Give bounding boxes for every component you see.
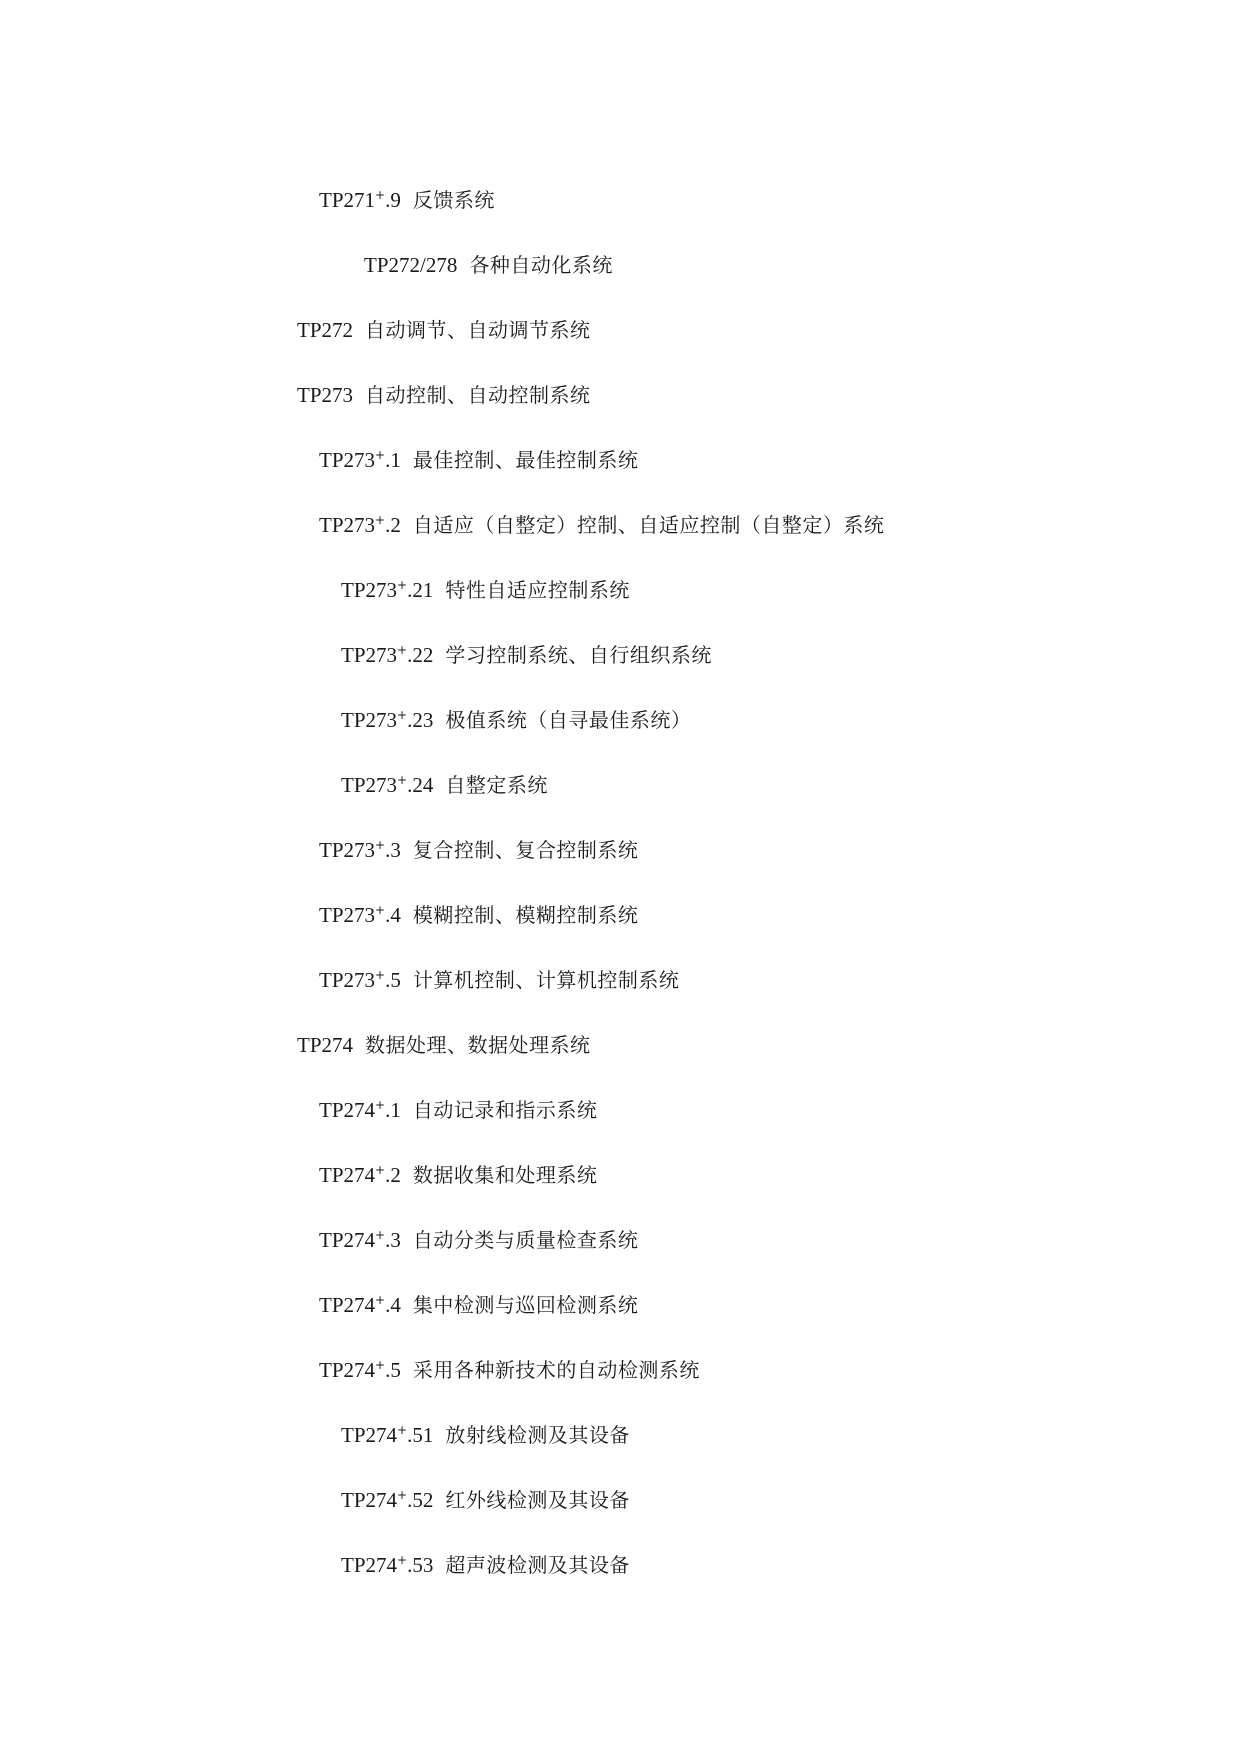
- entry-superscript: +: [375, 968, 386, 982]
- entry-suffix: .21: [407, 578, 434, 602]
- entry-superscript: +: [375, 513, 386, 527]
- entry-label: 极值系统（自寻最佳系统）: [445, 708, 692, 732]
- entry-suffix: .3: [385, 1228, 401, 1252]
- entry-code: TP274: [341, 1488, 398, 1512]
- entry-superscript: +: [375, 1358, 386, 1372]
- entry-label: 计算机控制、计算机控制系统: [412, 968, 680, 992]
- entry-code: TP274: [319, 1293, 376, 1317]
- entry-suffix: .24: [407, 773, 434, 797]
- entry-code: TP273: [341, 643, 398, 667]
- classification-entry: [319, 1227, 638, 1253]
- entry-code: TP273: [297, 383, 354, 407]
- entry-suffix: .1: [385, 448, 401, 472]
- entry-code: TP274: [341, 1553, 398, 1577]
- entry-suffix: .4: [385, 1293, 401, 1317]
- entry-code: TP273: [341, 773, 398, 797]
- classification-entry: [341, 707, 691, 733]
- classification-entry: [341, 642, 712, 668]
- entry-label: 红外线检测及其设备: [445, 1488, 630, 1512]
- entry-code: TP274: [319, 1163, 376, 1187]
- classification-entry: [319, 1097, 597, 1123]
- entry-suffix: .53: [407, 1553, 434, 1577]
- classification-entry: [319, 1357, 700, 1383]
- entry-superscript: +: [397, 1488, 408, 1502]
- entry-label: 采用各种新技术的自动检测系统: [412, 1358, 700, 1382]
- entry-superscript: +: [397, 578, 408, 592]
- classification-entry: [341, 1422, 630, 1448]
- classification-entry: [319, 1292, 638, 1318]
- entry-superscript: +: [397, 643, 408, 657]
- entry-label: 反馈系统: [412, 188, 495, 212]
- entry-code: TP273: [319, 838, 376, 862]
- classification-entry: [319, 837, 638, 863]
- classification-entry: [341, 1552, 630, 1578]
- classification-entry: [319, 902, 638, 928]
- classification-entry: [319, 1162, 597, 1188]
- entry-suffix: .22: [407, 643, 434, 667]
- classification-entry: [364, 252, 613, 278]
- entry-code: TP273: [319, 903, 376, 927]
- entry-suffix: .9: [385, 188, 401, 212]
- classification-entry: [297, 317, 591, 343]
- entry-suffix: .1: [385, 1098, 401, 1122]
- entry-label: 最佳控制、最佳控制系统: [412, 448, 639, 472]
- entry-code: TP274: [319, 1098, 376, 1122]
- entry-code: TP272/278: [364, 253, 458, 277]
- entry-label: 复合控制、复合控制系统: [412, 838, 639, 862]
- entry-code: TP274: [319, 1228, 376, 1252]
- entry-superscript: +: [375, 1098, 386, 1112]
- entry-suffix: .51: [407, 1423, 434, 1447]
- classification-entry: [319, 512, 884, 538]
- entry-suffix: .5: [385, 968, 401, 992]
- entry-code: TP273: [341, 578, 398, 602]
- classification-entry: [319, 967, 679, 993]
- classification-entry: [297, 1032, 591, 1058]
- entry-superscript: +: [375, 1228, 386, 1242]
- entry-label: 自动记录和指示系统: [412, 1098, 598, 1122]
- entry-label: 集中检测与巡回检测系统: [412, 1293, 639, 1317]
- classification-entry: [341, 1487, 630, 1513]
- entry-label: 学习控制系统、自行组织系统: [445, 643, 712, 667]
- entry-suffix: .2: [385, 1163, 401, 1187]
- entry-code: TP273: [341, 708, 398, 732]
- entry-suffix: .4: [385, 903, 401, 927]
- entry-superscript: +: [397, 1423, 408, 1437]
- entry-label: 超声波检测及其设备: [445, 1553, 630, 1577]
- entry-superscript: +: [375, 1163, 386, 1177]
- entry-label: 特性自适应控制系统: [445, 578, 630, 602]
- entry-superscript: +: [397, 773, 408, 787]
- entry-suffix: .5: [385, 1358, 401, 1382]
- entry-label: 自整定系统: [445, 773, 548, 797]
- entry-code: TP274: [319, 1358, 376, 1382]
- entry-code: TP271: [319, 188, 376, 212]
- entry-superscript: +: [397, 1553, 408, 1567]
- entry-label: 模糊控制、模糊控制系统: [412, 903, 639, 927]
- entry-label: 放射线检测及其设备: [445, 1423, 630, 1447]
- entry-code: TP273: [319, 513, 376, 537]
- classification-entry: [297, 382, 591, 408]
- entry-code: TP273: [319, 968, 376, 992]
- entry-superscript: +: [375, 838, 386, 852]
- entry-suffix: .2: [385, 513, 401, 537]
- entry-code: TP273: [319, 448, 376, 472]
- classification-entry: [341, 772, 548, 798]
- entry-suffix: .3: [385, 838, 401, 862]
- entry-superscript: +: [375, 1293, 386, 1307]
- classification-entry: [319, 447, 638, 473]
- entry-superscript: +: [375, 903, 386, 917]
- entry-superscript: +: [375, 448, 386, 462]
- entry-suffix: .52: [407, 1488, 434, 1512]
- entry-suffix: .23: [407, 708, 434, 732]
- entry-code: TP274: [297, 1033, 354, 1057]
- classification-entry: [319, 187, 495, 213]
- entry-label: 各种自动化系统: [469, 253, 613, 277]
- entry-label: 自动控制、自动控制系统: [365, 383, 591, 407]
- classification-entry: [341, 577, 630, 603]
- entry-label: 自动调节、自动调节系统: [365, 318, 591, 342]
- entry-superscript: +: [397, 708, 408, 722]
- entry-label: 自动分类与质量检查系统: [412, 1228, 639, 1252]
- entry-code: TP274: [341, 1423, 398, 1447]
- entry-code: TP272: [297, 318, 354, 342]
- entry-label: 数据收集和处理系统: [412, 1163, 598, 1187]
- entry-label: 数据处理、数据处理系统: [365, 1033, 591, 1057]
- entry-superscript: +: [375, 188, 386, 202]
- entry-label: 自适应（自整定）控制、自适应控制（自整定）系统: [412, 513, 885, 537]
